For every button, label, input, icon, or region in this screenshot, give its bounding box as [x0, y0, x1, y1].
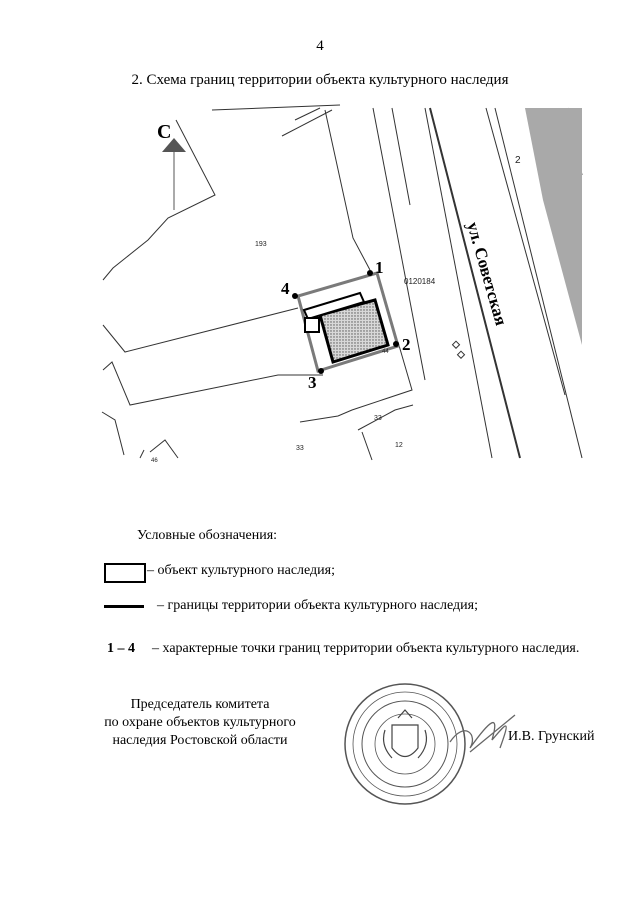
legend-points-text: – характерные точки границ территории объекта культурного наследия.	[152, 641, 580, 656]
legend-boundary-text: – границы территории объекта культурного наследия;	[157, 598, 478, 613]
signatory-name: И.В. Грунский	[508, 729, 595, 744]
position-line-3: наследия Ростовской области	[112, 733, 288, 748]
plot-label-46: 46	[151, 458, 158, 464]
position-line-2: по охране объектов культурного	[104, 715, 296, 730]
boundary-label-4: 4	[281, 279, 290, 298]
plot-label-33a: 33	[374, 415, 382, 422]
plot-label-44: 44	[382, 349, 389, 355]
position-line-1: Председатель комитета	[130, 697, 270, 712]
plot-label-12: 12	[395, 442, 403, 449]
street-label: ул. Советская	[463, 219, 511, 328]
boundary-label-2: 2	[402, 335, 411, 354]
cadastral-label: 0120184	[404, 277, 436, 286]
boundary-label-1: 1	[375, 258, 384, 277]
legend-object-text: – объект культурного наследия;	[147, 563, 335, 578]
north-label: С	[157, 121, 172, 143]
parcel-label-193: 193	[255, 241, 267, 248]
legend-points-range: 1 – 4	[107, 641, 135, 656]
plot-label-33b: 33	[296, 445, 304, 452]
page-number: 4	[316, 38, 324, 54]
legend-heading: Условные обозначения:	[137, 528, 278, 543]
boundary-label-3: 3	[308, 373, 317, 392]
page-title: 2. Схема границ территории объекта культурного наследия	[131, 72, 509, 88]
house-label-2: 2	[515, 155, 521, 166]
